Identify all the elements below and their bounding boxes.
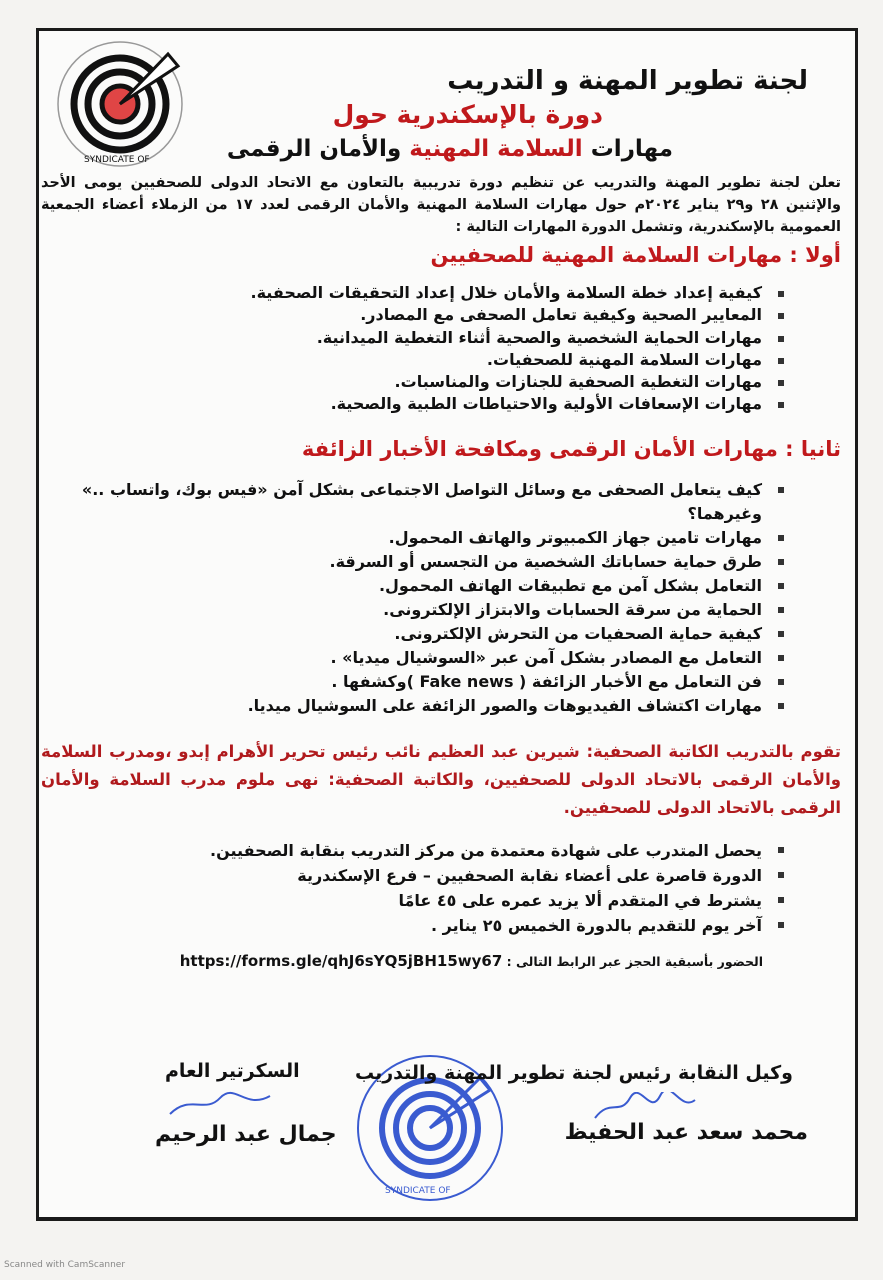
list-item: يحصل المتدرب على شهادة معتمدة من مركز التدريب بنقابة الصحفيين.: [88, 838, 788, 863]
handwritten-signature-right: [165, 1090, 275, 1120]
subtitle-highlight: السلامة المهنية: [409, 136, 583, 162]
trainers-paragraph: تقوم بالتدريب الكاتبة الصحفية: شيرين عبد العظيم نائب رئيس تحرير الأهرام إبدو ،ومدرب السلامة والأمان الرقمى بالاتحاد الدولى للصحفيين، والكاتبة الصحفية: نهى ملوم مدرب السلامة والأمان الرقمى بالاتحاد الدولى للصحفيين.: [41, 741, 841, 817]
scanner-watermark: Scanned with CamScanner: [4, 1260, 126, 1270]
signatory-title-left: وكيل النقابة رئيس لجنة تطوير المهنة والتدريب: [354, 1062, 793, 1084]
section-1-heading: أولا : مهارات السلامة المهنية للصحفيين: [430, 243, 841, 267]
section-2-heading: ثانيا : مهارات الأمان الرقمى ومكافحة الأخبار الزائفة: [301, 436, 841, 461]
signatory-title-right: السكرتير العام: [165, 1060, 300, 1082]
list-item: يشترط في المتقدم ألا يزيد عمره على ٤٥ عامًا: [88, 888, 788, 913]
registration-label: الحضور بأسبقية الحجز عبر الرابط التالى :: [502, 953, 763, 969]
handwritten-signature-left: [590, 1092, 700, 1122]
subtitle-part: مهارات: [582, 136, 673, 162]
registration-line: [41, 950, 763, 973]
list-item: مهارات تامين جهاز الكمبيوتر والهاتف المحمول.: [48, 526, 788, 550]
subtitle-part: والأمان الرقمى: [226, 136, 410, 162]
list-item: كيف يتعامل الصحفى مع وسائل التواصل الاجتماعى بشكل آمن «فيس بوك، واتساب ..» وغيرهما؟: [48, 478, 788, 526]
list-item: الدورة قاصرة على أعضاء نقابة الصحفيين – فرع الإسكندرية: [88, 863, 788, 888]
registration-link[interactable]: https://forms.gle/qhJ6sYQ5jBH15wy67: [179, 951, 503, 970]
list-item: كيفية إعداد خطة السلامة والأمان خلال إعداد التحقيقات الصحفية.: [88, 282, 788, 304]
list-item: آخر يوم للتقديم بالدورة الخميس ٢٥ يناير .: [88, 913, 788, 938]
course-subtitle: [41, 132, 673, 166]
list-item: طرق حماية حساباتك الشخصية من التجسس أو السرقة.: [48, 550, 788, 574]
intro-paragraph: تعلن لجنة تطوير المهنة والتدريب عن تنظيم دورة تدريبية بالتعاون مع الاتحاد الدولى للصحفيين يومى الأحد والإثنين ٢٨ و٢٩ يناير ٢٠٢٤م حول مهارات السلامة المهنية والأمان الرقمى لعدد ١٧ من الزملاء أعضاء الجمعية العمومية بالإسكندرية، وتشمل الدورة المهارات التالية :: [41, 175, 841, 235]
list-item: كيفية حماية الصحفيات من التحرش الإلكترونى.: [48, 622, 788, 646]
svg-text:SYNDICATE OF: SYNDICATE OF: [84, 155, 150, 165]
svg-text:SYNDICATE OF: SYNDICATE OF: [385, 1186, 451, 1196]
list-item: مهارات التغطية الصحفية للجنازات والمناسبات.: [88, 371, 788, 393]
section-2-list: [48, 478, 788, 718]
section-1-list: [88, 282, 788, 416]
list-item: المعايير الصحية وكيفية تعامل الصحفى مع المصادر.: [88, 304, 788, 326]
signatory-name-left: محمد سعد عبد الحفيظ: [564, 1120, 808, 1145]
list-item: فن التعامل مع الأخبار الزائفة ( Fake news )وكشفها .: [48, 670, 788, 694]
list-item: الحماية من سرقة الحسابات والابتزاز الإلكترونى.: [48, 598, 788, 622]
signatory-name-right: جمال عبد الرحيم: [155, 1122, 337, 1147]
list-item: مهارات اكتشاف الفيديوهات والصور الزائفة على السوشيال ميديا.: [48, 694, 788, 718]
list-item: مهارات الحماية الشخصية والصحية أثناء التغطية الميدانية.: [88, 327, 788, 349]
committee-title: لجنة تطوير المهنة و التدريب: [447, 66, 808, 96]
course-title: دورة بالإسكندرية حول: [332, 100, 603, 129]
document-body: [41, 64, 841, 973]
list-item: مهارات السلامة المهنية للصحفيات.: [88, 349, 788, 371]
list-item: التعامل بشكل آمن مع تطبيقات الهاتف المحمول.: [48, 574, 788, 598]
list-item: التعامل مع المصادر بشكل آمن عبر «السوشيال ميديا» .: [48, 646, 788, 670]
conditions-list: [88, 838, 788, 938]
list-item: مهارات الإسعافات الأولية والاحتياطات الطبية والصحية.: [88, 393, 788, 415]
